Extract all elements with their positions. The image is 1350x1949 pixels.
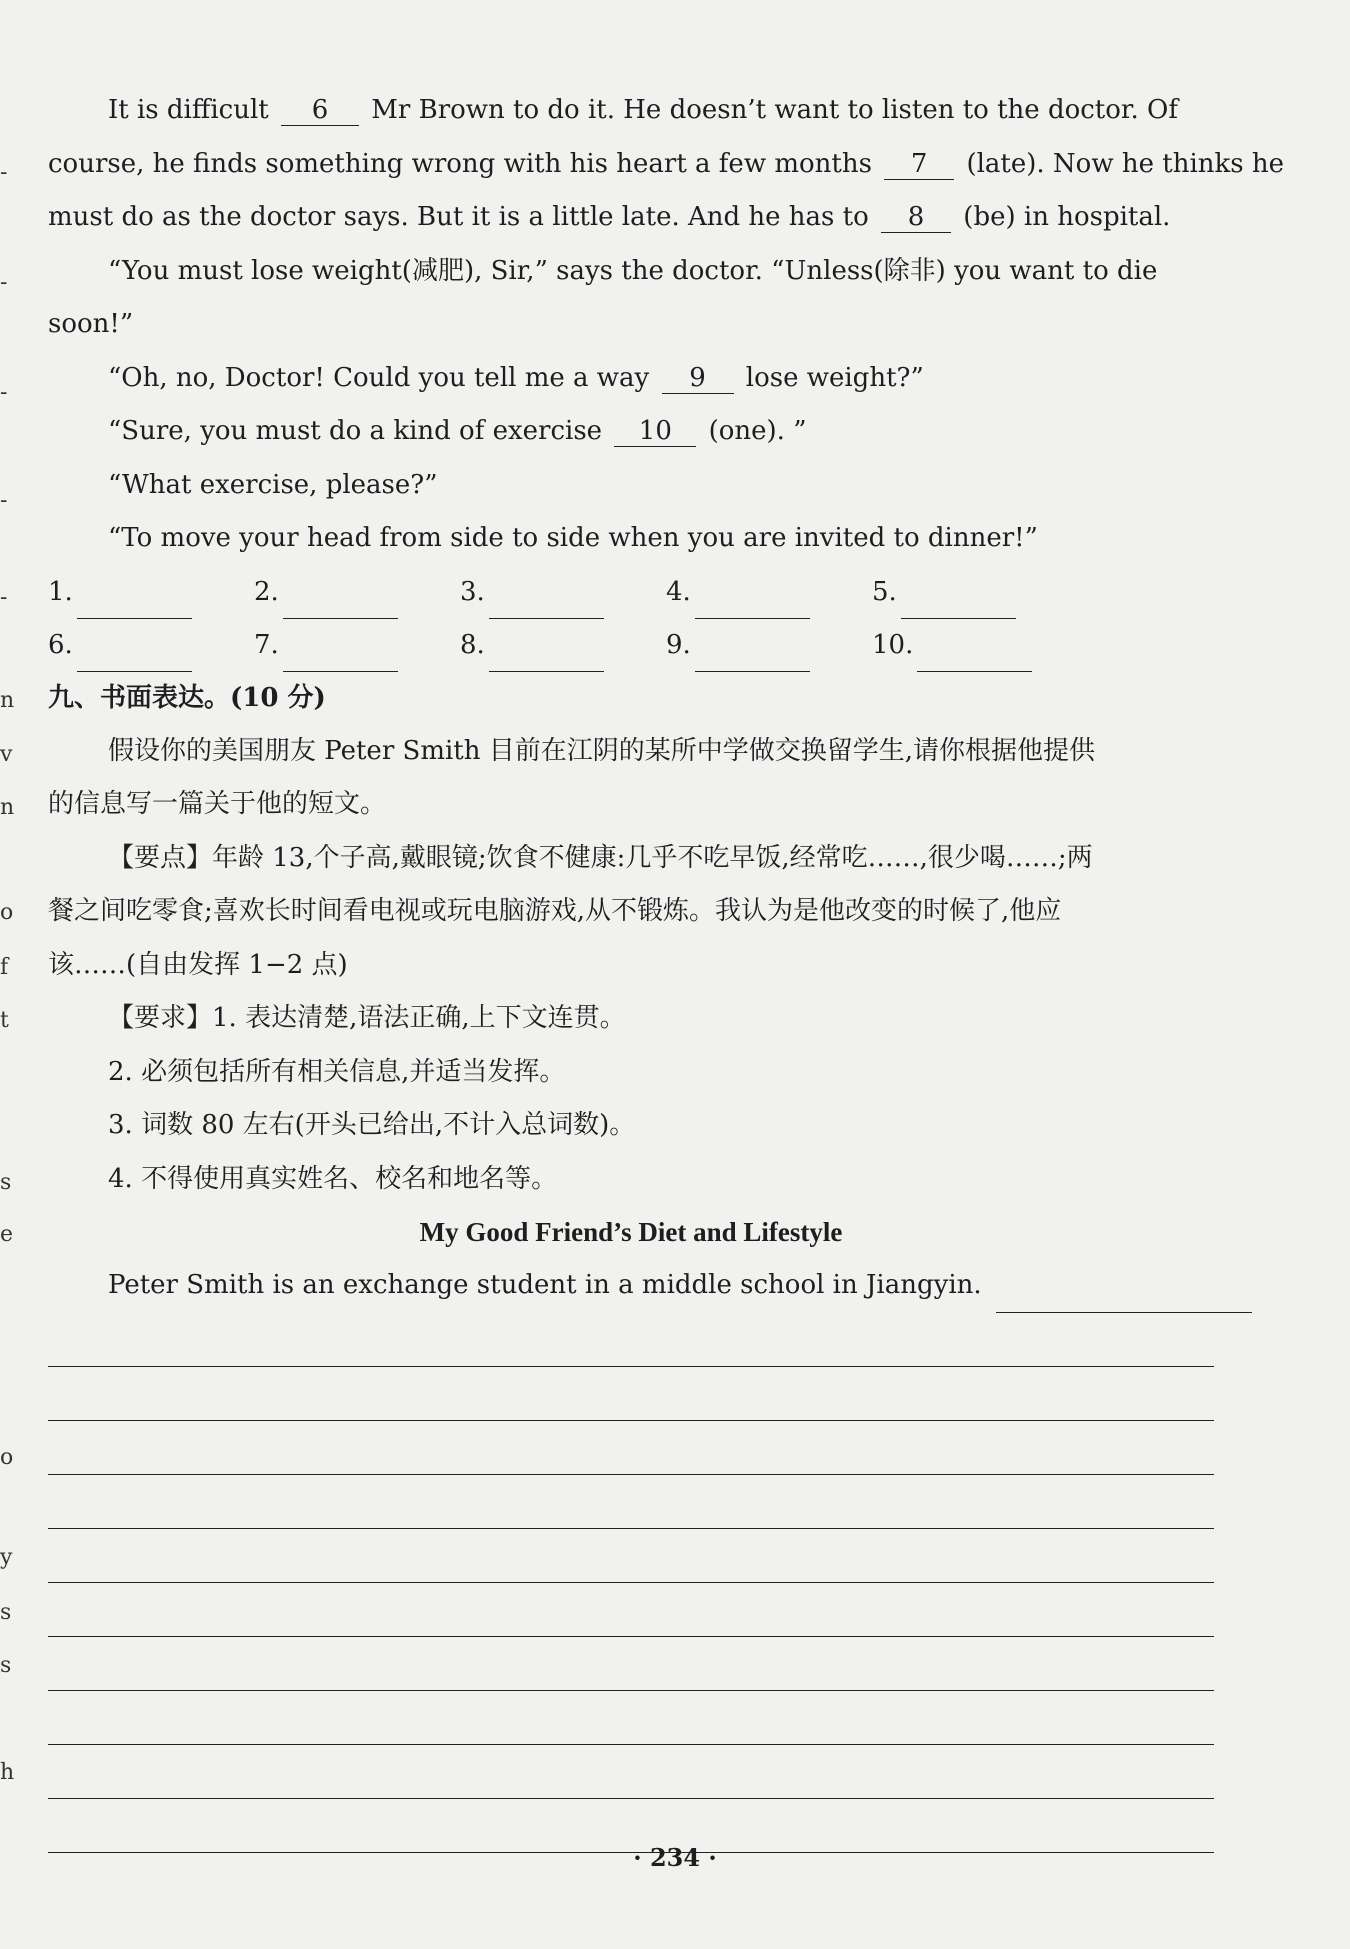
answer-slot[interactable] bbox=[872, 619, 1078, 672]
page-number: · 234 · bbox=[633, 1843, 717, 1872]
writing-line[interactable] bbox=[48, 1745, 1214, 1799]
passage-line bbox=[48, 84, 1214, 138]
answer-slot[interactable] bbox=[666, 619, 872, 672]
essay-first-line bbox=[48, 1259, 1214, 1313]
essay-title: My Good Friend’s Diet and Lifestyle bbox=[419, 1217, 843, 1247]
instruction-line: 【要点】年龄 13,个子高,戴眼镜;饮食不健康:几乎不吃早饭,经常吃……,很少喝……;两 bbox=[108, 842, 1093, 873]
passage-line: “To move your head from side to side when you are invited to dinner!” bbox=[108, 523, 1038, 553]
answer-slot[interactable] bbox=[254, 566, 460, 619]
answer-row bbox=[48, 566, 1214, 619]
answer-label: 3. bbox=[460, 576, 485, 607]
answer-line[interactable] bbox=[695, 641, 810, 672]
passage-text: (late). Now he thinks he bbox=[966, 148, 1285, 179]
writing-line[interactable] bbox=[48, 1313, 1214, 1367]
passage-text: Mr Brown to do it. He doesn’t want to listen to the doctor. Of bbox=[371, 95, 1178, 125]
answer-slot[interactable] bbox=[48, 566, 254, 619]
answer-slot[interactable] bbox=[460, 619, 666, 672]
edge-letter: f bbox=[0, 955, 9, 980]
answer-slot[interactable] bbox=[48, 619, 254, 672]
edge-letter: s bbox=[0, 1653, 12, 1678]
edge-letter: t bbox=[0, 1008, 9, 1033]
answer-row bbox=[48, 619, 1214, 672]
passage-line: “What exercise, please?” bbox=[108, 469, 438, 500]
answer-label: 2. bbox=[254, 576, 279, 607]
answer-line[interactable] bbox=[77, 588, 192, 619]
passage-line: “You must lose weight(减肥), Sir,” says the doctor. “Unless(除非) you want to die bbox=[108, 255, 1158, 286]
edge-letter: n bbox=[0, 795, 15, 820]
writing-line[interactable] bbox=[48, 1367, 1214, 1421]
page-content bbox=[48, 84, 1285, 1853]
edge-letter: s bbox=[0, 1600, 12, 1625]
blank-10[interactable]: 10 bbox=[614, 416, 696, 447]
passage-text: “Sure, you must do a kind of exercise bbox=[108, 416, 603, 446]
edge-letter: n bbox=[0, 688, 15, 713]
answer-line[interactable] bbox=[489, 641, 604, 672]
answer-slot[interactable] bbox=[872, 566, 1078, 619]
passage-text: must do as the doctor says. But it is a little late. And he has to bbox=[48, 202, 869, 232]
blank-7[interactable]: 7 bbox=[884, 149, 954, 180]
answer-label: 7. bbox=[254, 629, 279, 660]
passage-line: soon!” bbox=[48, 309, 134, 339]
writing-line[interactable] bbox=[48, 1475, 1214, 1529]
answer-line[interactable] bbox=[901, 588, 1016, 619]
edge-letter: h bbox=[0, 1760, 15, 1785]
blank-8[interactable]: 8 bbox=[881, 202, 951, 233]
answer-label: 8. bbox=[460, 629, 485, 660]
edge-letter: - bbox=[0, 585, 8, 610]
passage-text: (one). ” bbox=[708, 416, 807, 446]
edge-letter: - bbox=[0, 160, 8, 185]
instruction-line: 该……(自由发挥 1−2 点) bbox=[48, 949, 348, 980]
requirement-line: 2. 必须包括所有相关信息,并适当发挥。 bbox=[108, 1056, 566, 1087]
requirement-line: 4. 不得使用真实姓名、校名和地名等。 bbox=[108, 1163, 558, 1194]
requirement-line: 【要求】1. 表达清楚,语法正确,上下文连贯。 bbox=[108, 1003, 626, 1033]
answer-line[interactable] bbox=[695, 588, 810, 619]
answer-slot[interactable] bbox=[254, 619, 460, 672]
edge-letter: o bbox=[0, 1445, 14, 1470]
writing-line[interactable] bbox=[48, 1637, 1214, 1691]
writing-line[interactable] bbox=[48, 1583, 1214, 1637]
instruction-line: 餐之间吃零食;喜欢长时间看电视或玩电脑游戏,从不锻炼。我认为是他改变的时候了,他应 bbox=[48, 896, 1062, 926]
edge-letter: y bbox=[0, 1545, 13, 1570]
passage-line bbox=[48, 405, 1214, 459]
essay-start-text: Peter Smith is an exchange student in a middle school in Jiangyin. bbox=[108, 1270, 982, 1300]
answer-slot[interactable] bbox=[460, 566, 666, 619]
passage-text: lose weight?” bbox=[745, 362, 924, 393]
edge-letter: s bbox=[0, 1170, 12, 1195]
edge-letter: o bbox=[0, 900, 14, 925]
writing-line[interactable] bbox=[48, 1421, 1214, 1475]
writing-line[interactable] bbox=[48, 1529, 1214, 1583]
passage-text: It is difficult bbox=[108, 95, 269, 125]
passage-text: “Oh, no, Doctor! Could you tell me a way bbox=[108, 362, 650, 393]
answer-line[interactable] bbox=[917, 641, 1032, 672]
answer-label: 5. bbox=[872, 576, 897, 607]
answer-slot[interactable] bbox=[666, 566, 872, 619]
answer-line[interactable] bbox=[489, 588, 604, 619]
edge-letter: e bbox=[0, 1222, 14, 1247]
blank-6[interactable]: 6 bbox=[281, 95, 359, 126]
edge-letter: - bbox=[0, 488, 8, 513]
passage-text: (be) in hospital. bbox=[963, 202, 1171, 232]
passage-line bbox=[48, 352, 1214, 406]
writing-line[interactable] bbox=[996, 1284, 1252, 1313]
answer-line[interactable] bbox=[283, 588, 398, 619]
answer-line[interactable] bbox=[77, 641, 192, 672]
instruction-line: 假设你的美国朋友 Peter Smith 目前在江阴的某所中学做交换留学生,请你根据他提供 bbox=[108, 735, 1096, 766]
answer-label: 9. bbox=[666, 629, 691, 660]
passage-text: course, he finds something wrong with his heart a few months bbox=[48, 148, 872, 179]
edge-letter: - bbox=[0, 380, 8, 405]
answer-label: 10. bbox=[872, 629, 914, 660]
answer-label: 6. bbox=[48, 629, 73, 660]
edge-letter: - bbox=[0, 270, 8, 295]
answer-label: 4. bbox=[666, 576, 691, 607]
writing-line[interactable] bbox=[48, 1691, 1214, 1745]
requirement-line: 3. 词数 80 左右(开头已给出,不计入总词数)。 bbox=[108, 1110, 636, 1140]
answer-label: 1. bbox=[48, 576, 73, 607]
instruction-line: 的信息写一篇关于他的短文。 bbox=[48, 789, 387, 819]
section-title-writing: 九、书面表达。(10 分) bbox=[48, 682, 326, 713]
answer-line[interactable] bbox=[283, 641, 398, 672]
blank-9[interactable]: 9 bbox=[662, 363, 734, 394]
passage-line bbox=[48, 191, 1214, 245]
edge-letter: v bbox=[0, 742, 13, 767]
passage-line bbox=[48, 138, 1285, 192]
